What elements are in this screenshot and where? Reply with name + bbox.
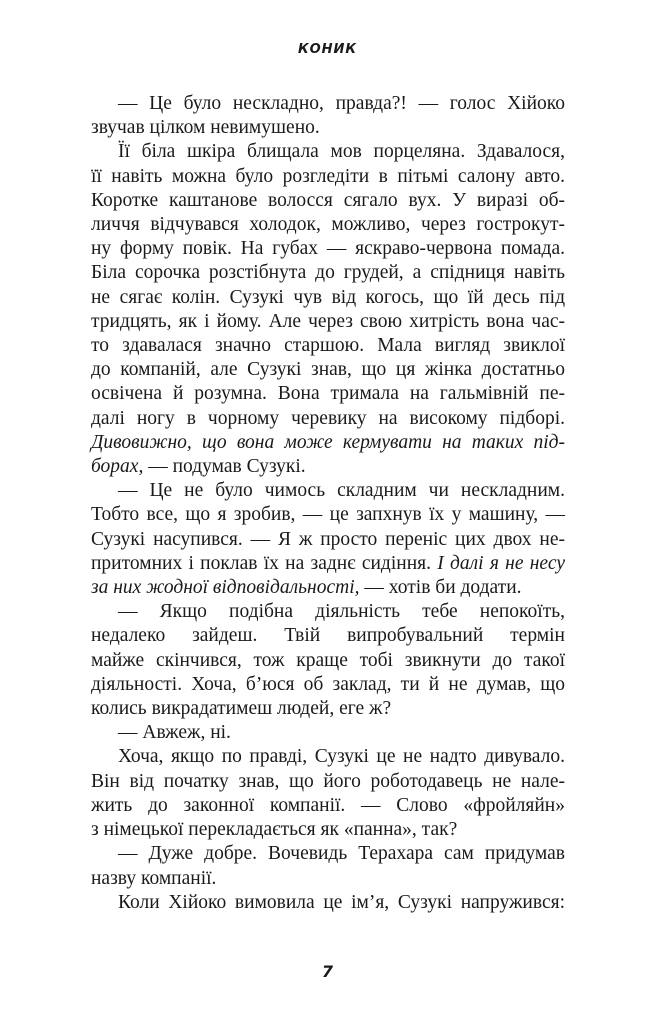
- text-line: — Авжеж, ні.: [118, 722, 231, 744]
- text-line: — Це було нескладно, правда?! — голос Хійоко: [118, 93, 565, 114]
- text-line: її навіть можна було розгледіти в пітьмі салону авто.: [91, 165, 565, 187]
- text-line: Коротке каштанове волосся сягало вух. У виразі об-: [91, 189, 565, 211]
- text-line: Він від початку знав, що його роботодавець не нале-: [91, 770, 565, 792]
- paragraph-1: [91, 92, 565, 140]
- text-line: далі ногу в чорному черевику на високому підборі.: [91, 407, 565, 429]
- text-line: жить до законної компанії. — Слово «фройляйн»: [91, 794, 565, 816]
- text-line: — Якщо подібна діяльність тебе непокоїть,: [118, 601, 565, 623]
- paragraph-6: [91, 745, 565, 842]
- text-line-italic: Дивовижно, що вона може кермувати на таких під-: [91, 431, 565, 453]
- paragraph-8: [91, 891, 565, 915]
- text-line: Коли Хійоко вимовила це ім’я, Сузукі напружився:: [118, 891, 565, 913]
- text-line: діяльності. Хоча, б’юся об заклад, ти й не думав, що: [91, 673, 565, 695]
- text-line: тридцять, як і йому. Але через свою хитрість вона час-: [91, 310, 565, 332]
- text-line: личчя відчувався холодок, можливо, через гострокут-: [91, 214, 565, 236]
- text-line: — Це не було чимось складним чи нескладним.: [118, 480, 565, 502]
- page-number: 7: [321, 962, 334, 981]
- plain-fragment: притомних і поклав їх на заднє сидіння.: [91, 552, 438, 574]
- text-line: [91, 576, 565, 600]
- paragraph-3: [91, 479, 565, 600]
- paragraph-4: [91, 600, 565, 721]
- text-line: освічена й розумна. Вона тримала на гальмівній пе-: [91, 383, 565, 405]
- text-line: з німецької перекладається як «панна», так?: [91, 819, 458, 841]
- body-text: [91, 92, 565, 915]
- text-line: майже скінчився, тож краще тобі звикнути до такої: [91, 649, 565, 671]
- plain-fragment: — хотів би додати.: [359, 577, 522, 599]
- italic-fragment: борах,: [91, 456, 144, 478]
- text-line: не сягає колін. Сузукі чув від когось, що їй десь під: [91, 286, 565, 308]
- text-line: Біла сорочка розстібнута до грудей, а спідниця навіть: [91, 262, 565, 284]
- text-line: Її біла шкіра блищала мов порцеляна. Здавалося,: [118, 141, 565, 163]
- text-line: [91, 552, 565, 576]
- text-line: — Дуже добре. Вочевидь Терахара сам придумав: [118, 843, 565, 865]
- text-line: назву компанії.: [91, 867, 217, 889]
- text-line: Сузукі насупився. — Я ж просто переніс цих двох не-: [91, 528, 565, 550]
- text-line: звучав цілком невимушено.: [91, 117, 320, 139]
- paragraph-7: [91, 842, 565, 890]
- italic-fragment: І далі я не несу: [437, 552, 566, 574]
- paragraph-2: [91, 140, 565, 479]
- text-line: Хоча, якщо по правді, Сузукі це не надто дивувало.: [118, 746, 565, 768]
- paragraph-5: [91, 721, 565, 745]
- text-line: до компаній, але Сузукі знав, що ця жінка достатньо: [91, 359, 565, 381]
- italic-fragment: за них жодної відповідальності,: [91, 577, 360, 599]
- text-line: колись викрадатимеш людей, еге ж?: [91, 698, 392, 720]
- plain-fragment: — подумав Сузукі.: [143, 456, 306, 478]
- text-line: ну форму повік. На губах — яскраво-червона помада.: [91, 238, 565, 260]
- text-line: [91, 455, 565, 479]
- text-line: Тобто все, що я зробив, — це запхнув їх у машину, —: [91, 504, 565, 526]
- text-line: недалеко зайдеш. Твій випробувальний термін: [91, 625, 565, 647]
- running-title: КОНИК: [297, 42, 358, 57]
- text-line: то здавалася значно старшою. Мала вигляд звиклої: [91, 335, 565, 357]
